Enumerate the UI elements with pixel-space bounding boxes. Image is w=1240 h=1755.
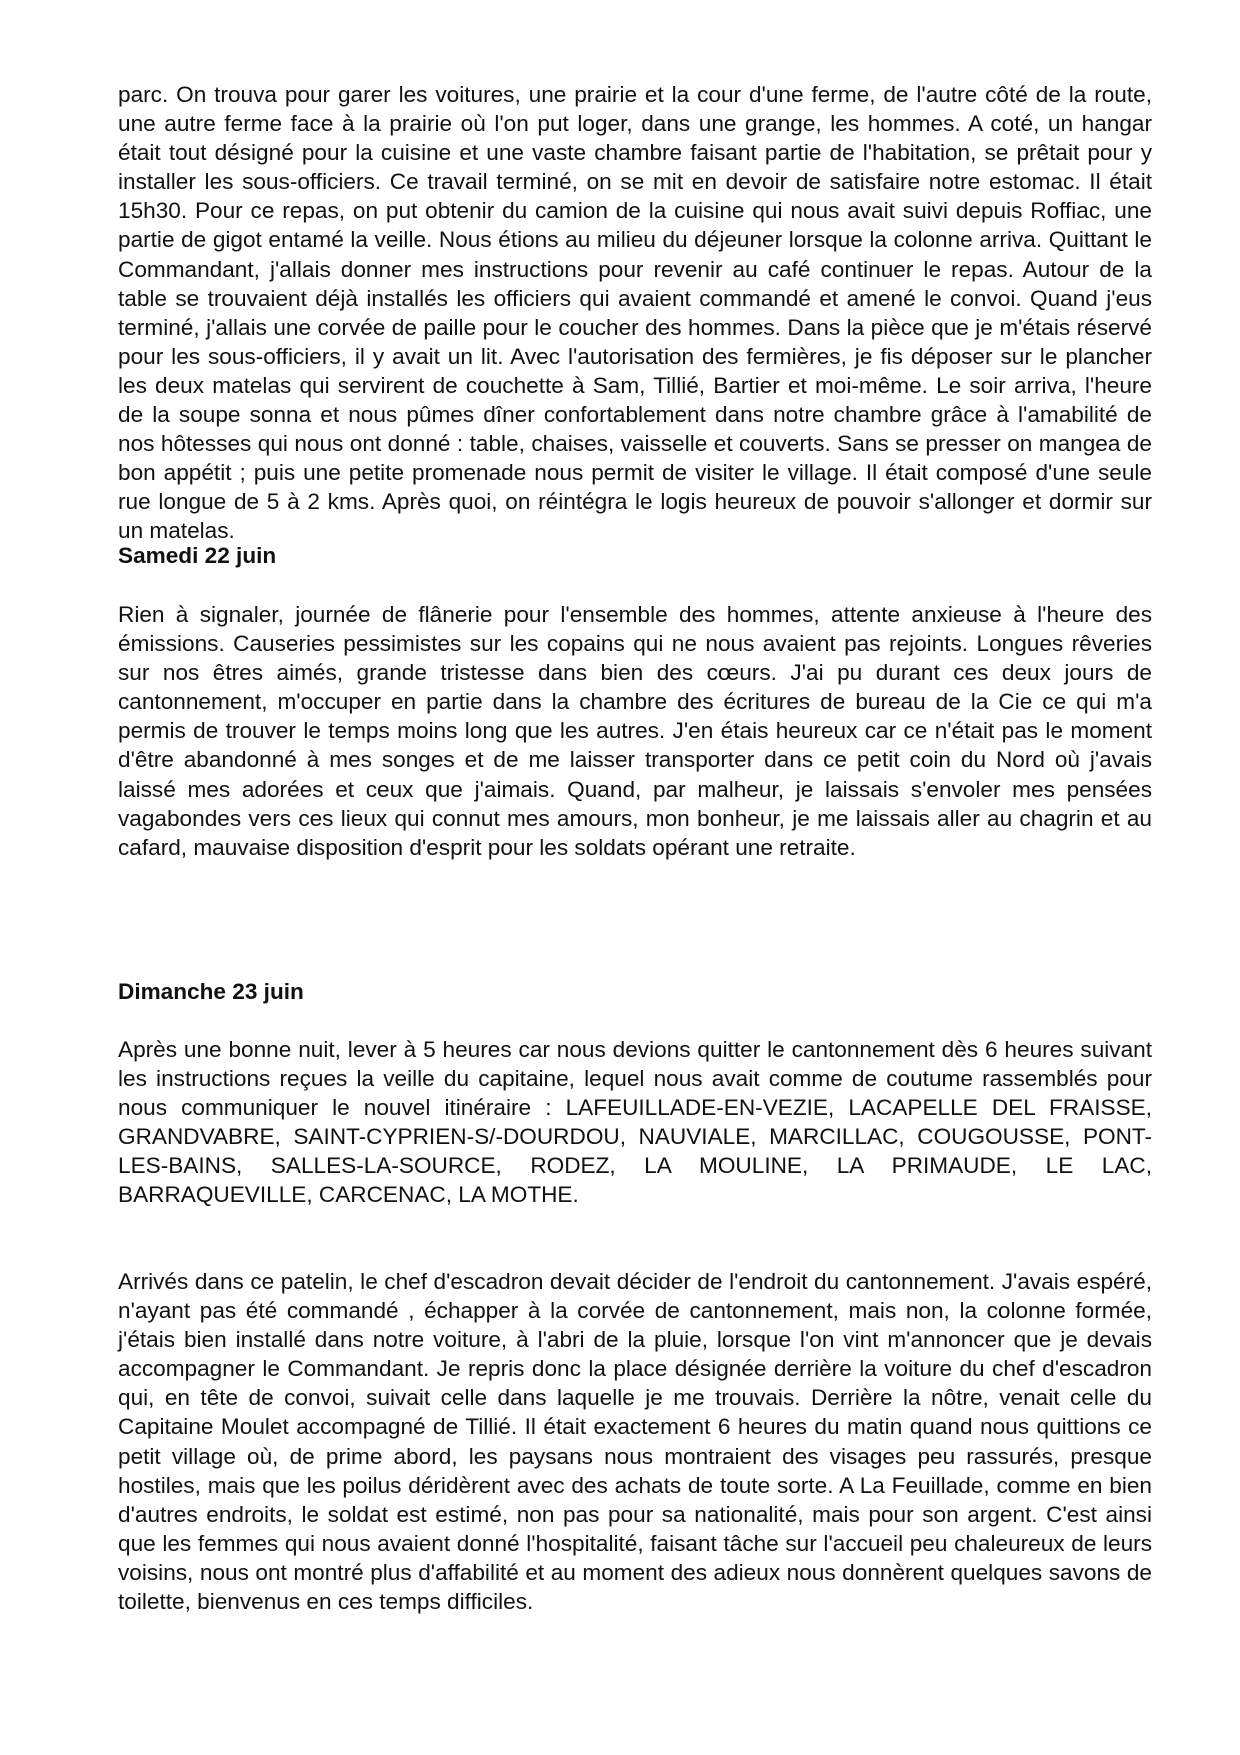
paragraph-departure: Arrivés dans ce patelin, le chef d'escadron devait décider de l'endroit du cantonnement. J'avais espéré, n'ayant pas été commandé , échapper à la corvée de cantonnement, mais non, la colonne formée, j'étais bien installé dans notre voiture, à l'abri de la pluie, lorsque l'on vint m'annoncer que je devais accompagner le Commandant. Je repris donc la place désignée derrière la voiture du chef d'escadron qui, en tête de convoi, suivait celle dans laquelle je me trouvais. Derrière la nôtre, venait celle du Capitaine Moulet accompagné de Tillié. Il était exactement 6 heures du matin quand nous quittions ce petit village où, de prime abord, les paysans nous montraient des visages peu rassurés, presque hostiles, mais que les poilus déridèrent avec des achats de toute sorte. A La Feuillade, comme en bien d'autres endroits, le soldat est estimé, non pas pour sa nationalité, mais pour son argent. C'est ainsi que les femmes qui nous avaient donné l'hospitalité, faisant tâche sur l'accueil peu chaleureux de leurs voisins, nous ont montré plus d'affabilité et au moment des adieux nous donnèrent quelques savons de toilette, bienvenus en ces temps difficiles. <box>118 1269 1152 1615</box>
section-heading-samedi: Samedi 22 juin <box>118 543 277 568</box>
paragraph-samedi: Rien à signaler, journée de flânerie pour l'ensemble des hommes, attente anxieuse à l'heure des émissions. Causeries pessimistes sur les copains qui ne nous avaient pas rejoints. Longues rêveries sur nos êtres aimés, grande tristesse dans bien des cœurs. J'ai pu durant ces deux jours de cantonnement, m'occuper en partie dans la chambre des écritures de bureau de la Cie ce qui m'a permis de trouver le temps moins long que les autres. J'en étais heureux car ce n'était pas le moment d'être abandonné à mes songes et de me laisser transporter dans ce petit coin du Nord où j'avais laissé mes adorées et ceux que j'aimais. Quand, par malheur, je laissais s'envoler mes pensées vagabondes vers ces lieux qui connut mes amours, mon bonheur, je me laissais aller au chagrin et au cafard, mauvaise disposition d'esprit pour les soldats opérant une retraite. <box>118 602 1152 860</box>
paragraph-itinerary: Après une bonne nuit, lever à 5 heures car nous devions quitter le cantonnement dès 6 heures suivant les instructions reçues la veille du capitaine, lequel nous avait comme de coutume rassemblés pour nous communiquer le nouvel itinéraire : LAFEUILLADE-EN-VEZIE, LACAPELLE DEL FRAISSE, GRANDVABRE, SAINT-CYPRIEN-S/-DOURDOU, NAUVIALE, MARCILLAC, COUGOUSSE, PONT-LES-BAINS, SALLES-LA-SOURCE, RODEZ, LA MOULINE, LA PRIMAUDE, LE LAC, BARRAQUEVILLE, CARCENAC, LA MOTHE. <box>118 1037 1152 1208</box>
section-heading-dimanche: Dimanche 23 juin <box>118 979 304 1004</box>
paragraph-continuation: parc. On trouva pour garer les voitures, une prairie et la cour d'une ferme, de l'autre côté de la route, une autre ferme face à la prairie où l'on put loger, dans une grange, les hommes. A coté, un hangar était tout désigné pour la cuisine et une vaste chambre faisant partie de l'habitation, se prêtait pour y installer les sous-officiers. Ce travail terminé, on se mit en devoir de satisfaire notre estomac. Il était 15h30. Pour ce repas, on put obtenir du camion de la cuisine qui nous avait suivi depuis Roffiac, une partie de gigot entamé la veille. Nous étions au milieu du déjeuner lorsque la colonne arriva. Quittant le Commandant, j'allais donner mes instructions pour revenir au café continuer le repas. Autour de la table se trouvaient déjà installés les officiers qui avaient commandé et amené le convoi. Quand j'eus terminé, j'allais une corvée de paille pour le coucher des hommes. Dans la pièce que je m'étais réservé pour les sous-officiers, il y avait un lit. Avec l'autorisation des fermières, je fis déposer sur le plancher les deux matelas qui servirent de couchette à Sam, Tillié, Bartier et moi-même. Le soir arriva, l'heure de la soupe sonna et nous pûmes dîner confortablement dans notre chambre grâce à l'amabilité de nos hôtesses qui nous ont donné : table, chaises, vaisselle et couverts. Sans se presser on mangea de bon appétit ; puis une petite promenade nous permit de visiter le village. Il était composé d'une seule rue longue de 5 à 2 kms. Après quoi, on réintégra le logis heureux de pouvoir s'allonger et dormir sur un matelas. <box>118 82 1152 544</box>
